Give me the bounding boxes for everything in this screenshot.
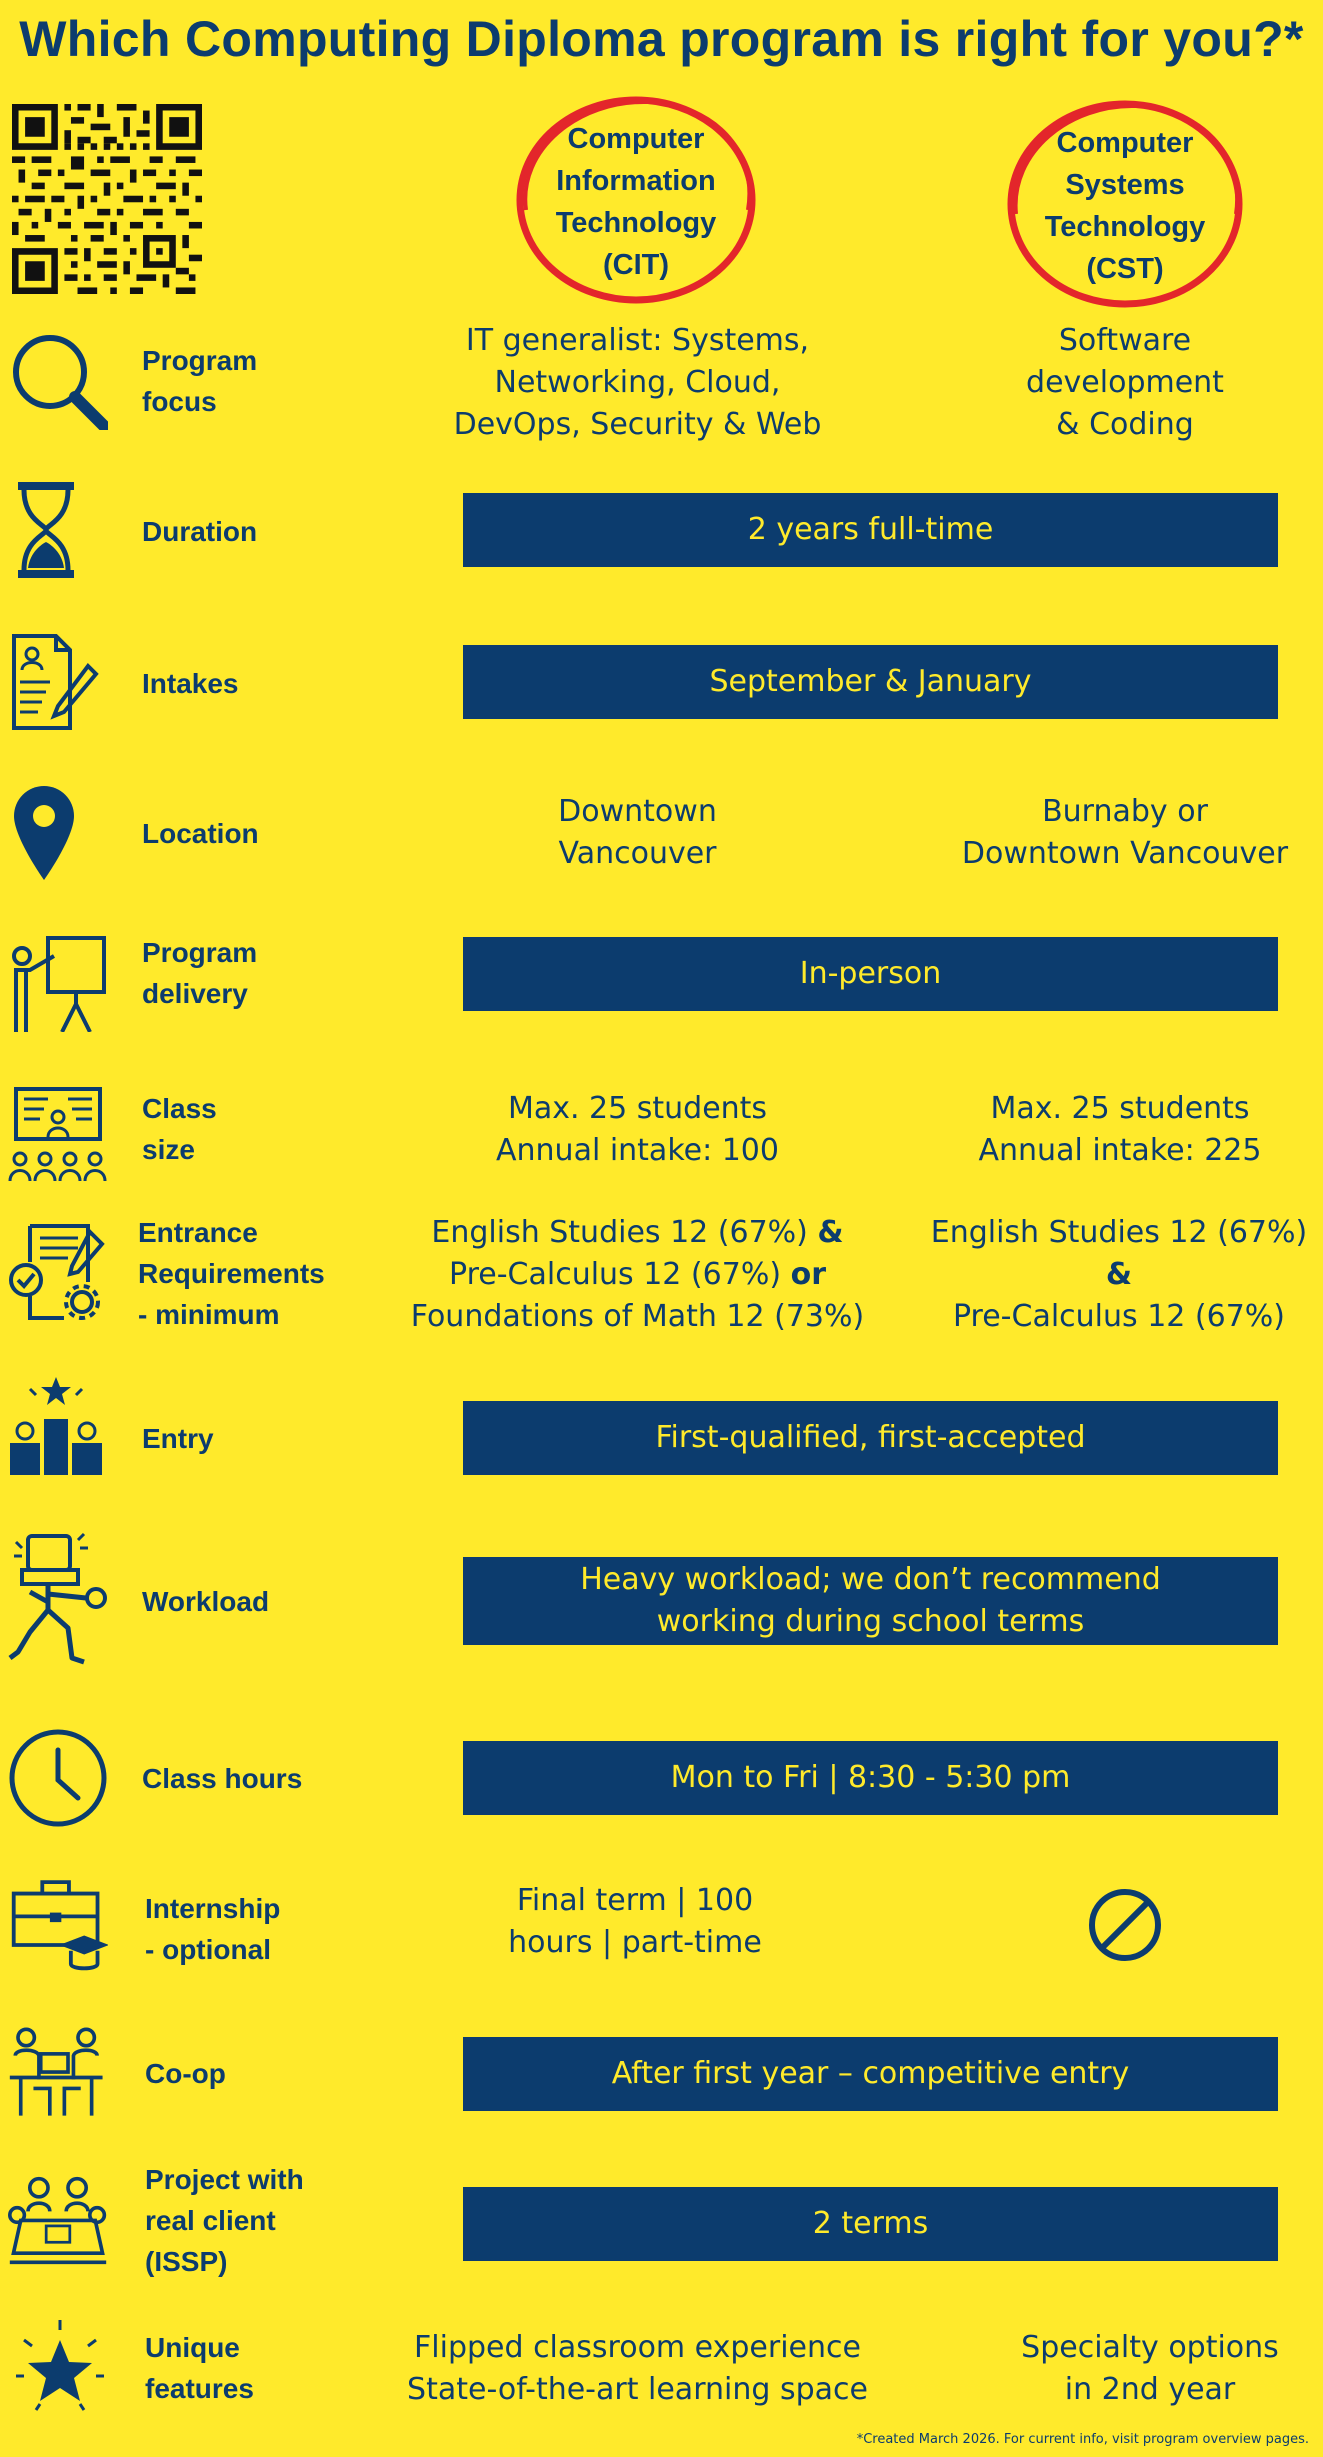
row-label-entry: Entry [142,1423,214,1454]
cst-program-focus: Software development & Coding [1026,323,1224,442]
cst-location: Burnaby or Downtown Vancouver [961,794,1289,871]
row-label-unique-features: Unique features [145,2332,254,2404]
cst-entrance-requirements: English Studies 12 (67%) & Pre-Calculus 12 (67%) [930,1215,1308,1334]
cst-program-heading: Computer Systems Technology (CST) [1044,127,1206,285]
row-label-duration: Duration [142,516,258,547]
podium-icon [8,1375,108,1475]
classroom-icon [8,1085,108,1185]
row-label-intakes: Intakes [142,668,239,699]
row-label-class-size: Class size [142,1093,217,1165]
application-form-icon [8,632,108,732]
cit-location: Downtown Vancouver [558,794,717,871]
footnote: *Created March 2026. For current info, visit program overview pages. [856,2432,1309,2447]
cit-program-focus: IT generalist: Systems, Networking, Cloud, DevOps, Security & Web [453,323,822,442]
cit-entrance-requirements: English Studies 12 (67%) & Pre-Calculus 12 (67%) or Foundations of Math 12 (73%) [410,1215,865,1334]
co-op-bar: After first year – competitive entry [463,2037,1278,2111]
row-label-entrance-requirements: Entrance Requirements - minimum [138,1217,325,1330]
clock-icon [8,1728,108,1828]
document-gear-icon [8,1222,108,1322]
magnifier-icon [8,330,108,430]
cst-unique-features: Specialty options in 2nd year [1021,2330,1279,2407]
entry-bar: First-qualified, first-accepted [463,1401,1278,1475]
coworkers-icon [8,2020,108,2125]
briefcase-graduation-icon [8,1872,108,1977]
class-hours-bar: Mon to Fri | 8:30 - 5:30 pm [463,1741,1278,1815]
row-label-program-focus: Program focus [142,345,258,417]
duration-bar: 2 years full-time [463,493,1278,567]
page-title: Which Computing Diploma program is right for you?* [19,11,1304,67]
row-label-program-delivery: Program delivery [142,937,258,1009]
not-available-icon [1088,1888,1162,1962]
cst-class-size: Max. 25 students Annual intake: 225 [978,1091,1262,1168]
row-label-co-op: Co-op [145,2058,226,2089]
presenter-icon [8,932,108,1032]
row-label-class-hours: Class hours [142,1763,303,1794]
qr-code-icon[interactable] [12,104,202,294]
cit-unique-features: Flipped classroom experience State-of-the-art learning space [407,2330,868,2407]
project-bar: 2 terms [463,2187,1278,2261]
workload-bar: Heavy workload; we don’t recommend working during school terms [463,1557,1278,1645]
person-carrying-load-icon [8,1532,108,1677]
cit-program-heading: Computer Information Technology (CIT) [555,123,717,281]
hourglass-icon [8,480,108,580]
row-label-location: Location [142,818,259,849]
map-pin-icon [8,782,108,882]
team-meeting-icon [8,2170,108,2280]
cit-internship: Final term | 100 hours | part-time [508,1883,762,1960]
cit-class-size: Max. 25 students Annual intake: 100 [496,1091,779,1168]
delivery-bar: In-person [463,937,1278,1011]
intakes-bar: September & January [463,645,1278,719]
star-icon [8,2318,108,2418]
row-label-workload: Workload [142,1586,270,1617]
row-label-internship: Internship - optional [145,1893,281,1965]
row-label-project-issp: Project with real client (ISSP) [145,2164,304,2277]
